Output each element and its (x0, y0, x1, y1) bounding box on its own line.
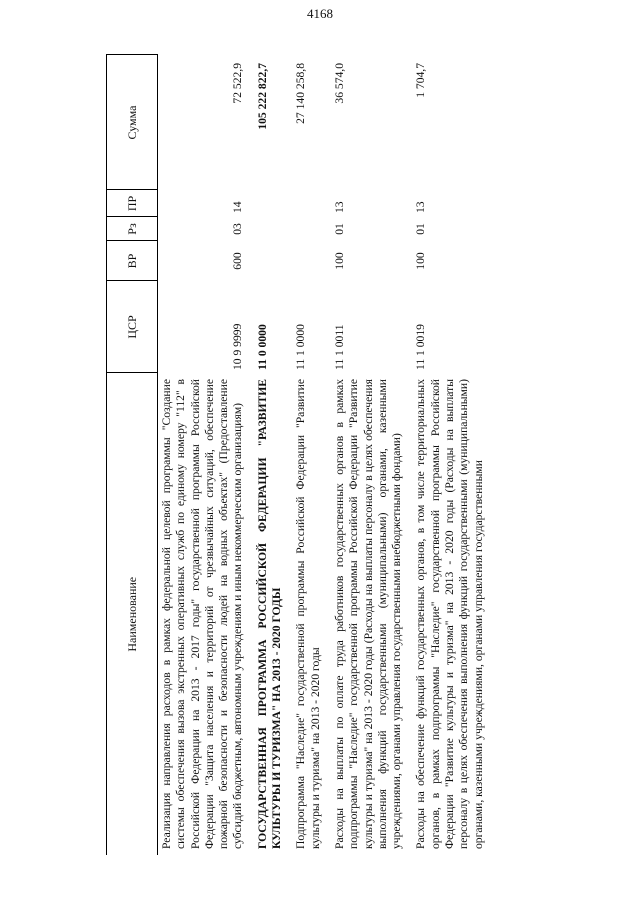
row-name: Реализация направления расходов в рамках федеральной целевой программы "Создание системы обеспечения вызова экстренных оперативных служб по единому номеру "112" в Российской Федерации на 2013 - 2017 годы" государственной программы Российской Федерации "Защита населения и территорий от чрезвычайных ситуаций, обеспечение пожарной безопасности и безопасности людей на водных объектах" (Предоставление субсидий бюджетным, автономным учреждениям и иным некоммерческим организациям) (160, 379, 245, 849)
table-row (292, 55, 331, 855)
row-rz (292, 217, 331, 241)
row-vr: 100 (332, 252, 346, 270)
header-pr: ПР (107, 190, 158, 217)
budget-table-sheet (106, 55, 604, 855)
row-csr: 11 1 0019 (414, 324, 428, 370)
row-pr: 14 (231, 201, 245, 213)
row-sum: 1 704,7 (414, 63, 428, 98)
row-rz (254, 217, 293, 241)
page-number: 4168 (307, 6, 333, 21)
row-name: Расходы на обеспечение функций государственных органов, в том числе территориальных органов, в рамках подпрограммы "Наследие" государственной программы Российской Федерации "Развитие культуры и туризма" на 2013 - 2020 годы (Расходы на выплаты персоналу в целях обеспечения выполнения функций государственными (муниципальными) органами, казенными учреждениями, органами управления государственными (414, 379, 485, 849)
table-row (254, 55, 293, 855)
table-header-row (107, 55, 158, 855)
header-name: Наименование (107, 373, 158, 855)
table-row (331, 55, 412, 855)
row-csr: 11 0 0000 (255, 324, 269, 370)
budget-table (106, 55, 494, 856)
header-csr: ЦСР (107, 281, 158, 373)
table-row (412, 55, 493, 855)
row-pr (254, 190, 293, 217)
row-csr: 11 1 0000 (294, 324, 308, 370)
header-sum: Сумма (107, 55, 158, 190)
header-vr: ВР (107, 241, 158, 281)
row-csr: 10 9 9999 (231, 323, 245, 370)
row-pr: 13 (414, 201, 428, 213)
row-rz: 03 (231, 223, 245, 235)
row-rz: 01 (414, 223, 428, 235)
row-vr (292, 241, 331, 281)
row-name: Подпрограмма "Наследие" государственной программы Российской Федерации "Развитие культуры и туризма" на 2013 - 2020 годы (294, 379, 322, 849)
row-vr: 100 (414, 252, 428, 270)
row-sum: 27 140 258,8 (294, 63, 308, 124)
row-pr: 13 (332, 201, 346, 213)
row-csr: 11 1 0011 (332, 324, 346, 370)
table-row (158, 55, 254, 855)
row-sum: 36 574,0 (332, 63, 346, 104)
row-name: ГОСУДАРСТВЕННАЯ ПРОГРАММА РОССИЙСКОЙ ФЕДЕРАЦИИ "РАЗВИТИЕ КУЛЬТУРЫ И ТУРИЗМА" НА 2013 - 2020 ГОДЫ (255, 379, 284, 849)
row-sum: 72 522,9 (231, 63, 245, 104)
row-pr (292, 190, 331, 217)
row-vr: 600 (231, 252, 245, 270)
header-rz: Рз (107, 217, 158, 241)
row-name: Расходы на выплаты по оплате труда работников государственных органов в рамках подпрограммы "Наследие" государственной программы Российской Федерации "Развитие культуры и туризма" на 2013 - 2020 годы (Расходы на выплаты персоналу в целях обеспечения выполнения функций государственными (муниципальными) органами, казенными учреждениями, органами управления государственными внебюджетными фондами) (332, 379, 404, 849)
row-vr (254, 241, 293, 281)
row-rz: 01 (332, 223, 346, 235)
row-sum: 105 222 822,7 (255, 63, 269, 130)
